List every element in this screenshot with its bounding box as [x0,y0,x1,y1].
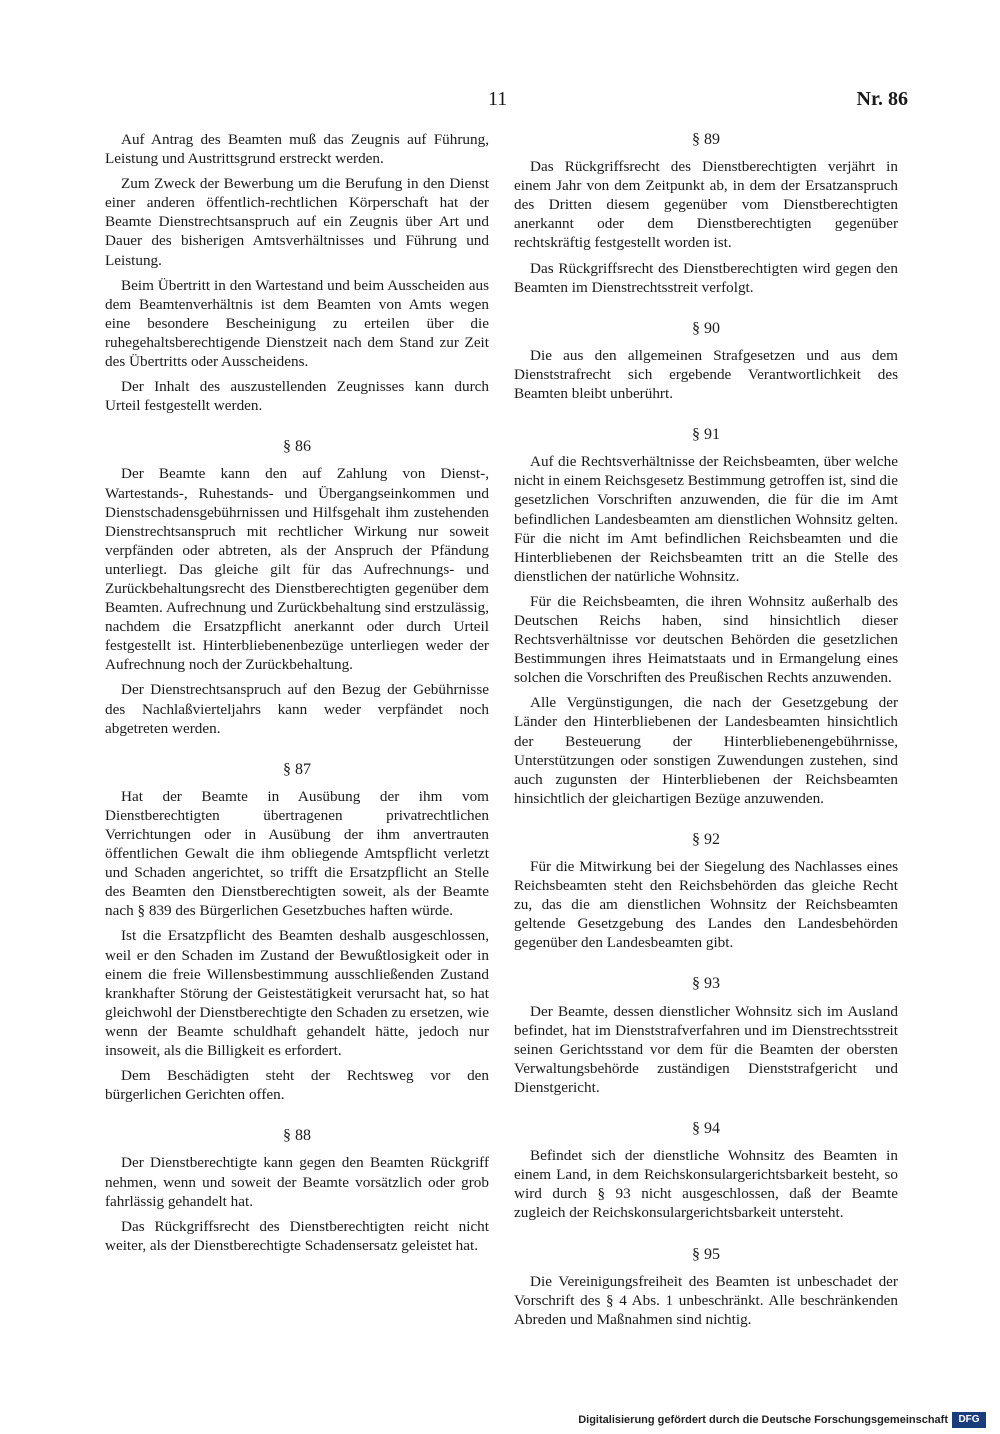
page-header [108,88,908,118]
paragraph: Der Beamte kann den auf Zahlung von Dienst-, Wartestands-, Ruhestands- und Übergangseinkommen und Dienstschadensgebührnissen und Hilfsgehalt ihm zustehenden Dienstrechtsanspruch mit rechtlicher Wirkung nur soweit verpfänden oder abtreten, als der Anspruch der Pfändung unterliegt. Das gleiche gilt für das Aufrechnungs- und Zurückbehaltungsrecht des Dienstberechtigten gegenüber dem Beamten. Aufrechnung und Zurückbehaltung sind erstzulässig, nachdem die Ersatzpflicht anerkannt oder durch Urteil festgestellt ist. Hinterbliebenenbezüge unterliegen weder der Aufrechnung noch der Zurückbehaltung. [105,465,489,674]
paragraph: Das Rückgriffsrecht des Dienstberechtigten wird gegen den Beamten im Dienstrechtsstreit verfolgt. [514,259,898,296]
page-number: 11 [488,88,508,110]
paragraph: Der Dienstrechtsanspruch auf den Bezug der Gebührnisse des Nachlaßvierteljahrs kann weder verpfändet noch abgetreten werden. [105,681,489,737]
digitization-credit: Digitalisierung gefördert durch die Deutsche Forschungsgemeinschaft [578,1414,948,1426]
paragraph: Befindet sich der dienstliche Wohnsitz des Beamten in einem Land, in dem Reichskonsulargerichtsbarkeit besteht, so wird durch § 93 nicht ausgeschlossen, daß der Beamte zugleich der Reichskonsulargerichtsbarkeit untersteht. [514,1147,898,1222]
paragraph: Auf Antrag des Beamten muß das Zeugnis auf Führung, Leistung und Austrittsgrund erstreckt werden. [105,131,489,168]
paragraph: Ist die Ersatzpflicht des Beamten deshalb ausgeschlossen, weil er den Schaden im Zustand der Bewußtlosigkeit oder in einem die freie Willensbestimmung ausschließenden Zustand krankhafter Störung der Geistestätigkeit verursacht hat, so hat gleichwohl der Dienstberechtigte den Schaden zu ersetzen, wie wenn der Beamte schuldhaft gehandelt hätte, jedoch nur insoweit, als die Billigkeit es erfordert. [105,927,489,1060]
left-column [105,130,489,1261]
dfg-logo: DFG [952,1412,986,1428]
section-heading-92: § 92 [692,830,720,848]
section-heading-87: § 87 [283,760,311,778]
section-heading-90: § 90 [692,319,720,337]
paragraph: Dem Beschädigten steht der Rechtsweg vor den bürgerlichen Gerichten offen. [105,1067,489,1104]
section-heading-88: § 88 [283,1127,311,1145]
paragraph: Für die Reichsbeamten, die ihren Wohnsitz außerhalb des Deutschen Reichs haben, sind hinsichtlich dieser Rechtsverhältnisse vor deutschen Behörden die gesetzlichen Bestimmungen ihres Heimatstaats und in Ermangelung eines solchen die Vorschriften des Preußischen Rechts anzuwenden. [514,592,898,687]
paragraph: Alle Vergünstigungen, die nach der Gesetzgebung der Länder den Hinterbliebenen der Landesbeamten hinsichtlich der Besteuerung der Hinterbliebenengebührnisse, Unterstützungen oder sonstigen Zuwendungen zustehen, sind auch zugunsten der Hinterbliebenen der Reichsbeamten hinsichtlich der gleichartigen Bezüge anzuwenden. [514,694,898,807]
paragraph: Das Rückgriffsrecht des Dienstberechtigten verjährt in einem Jahr von dem Zeitpunkt ab, in dem der Ersatzanspruch des Dritten diesem gegenüber vom Dienstberechtigten anerkannt oder dem Dienstberechtigten gegenüber rechtskräftig festgestellt worden ist. [514,158,898,252]
section-heading-86: § 86 [283,438,311,456]
section-heading-91: § 91 [692,426,720,444]
paragraph: Für die Mitwirkung bei der Siegelung des Nachlasses eines Reichsbeamten steht den Reichsbehörden das gleiche Recht zu, das die am dienstlichen Wohnsitz der Reichsbeamten geltende Gesetzgebung des Landes den Landesbehörden gegenüber den Landesbeamten gibt. [514,858,898,952]
paragraph: Beim Übertritt in den Wartestand und beim Ausscheiden aus dem Beamtenverhältnis ist dem Beamten von Amts wegen eine besondere Bescheinigung zu erteilen über die ruhegehaltsberechtigende Dienstzeit nach dem Stand zur Zeit des Übertritts oder Ausscheidens. [105,276,489,371]
paragraph: Der Inhalt des auszustellenden Zeugnisses kann durch Urteil festgestellt werden. [105,378,489,415]
paragraph: Das Rückgriffsrecht des Dienstberechtigten reicht nicht weiter, als der Dienstberechtigte Schadensersatz geleistet hat. [105,1217,489,1254]
paragraph: Der Beamte, dessen dienstlicher Wohnsitz sich im Ausland befindet, hat im Dienststrafverfahren und im Dienstrechtsstreit seinen Gerichtsstand vor dem für die Beamten der obersten Verwaltungsbehörde zuständigen Dienststrafgericht und Dienstgericht. [514,1002,898,1096]
paragraph: Die aus den allgemeinen Strafgesetzen und aus dem Dienststrafrecht sich ergebende Verantwortlichkeit des Beamten bleibt unberührt. [514,346,898,403]
paragraph: Der Dienstberechtigte kann gegen den Beamten Rückgriff nehmen, wenn und soweit der Beamte vorsätzlich oder grob fahrlässig gehandelt hat. [105,1154,489,1210]
section-heading-93: § 93 [692,975,720,993]
paragraph: Die Vereinigungsfreiheit des Beamten ist unbeschadet der Vorschrift des § 4 Abs. 1 unbeschränkt. Alle beschränkenden Abreden und Maßnahmen sind nichtig. [514,1272,898,1328]
paragraph: Auf die Rechtsverhältnisse der Reichsbeamten, über welche nicht in einem Reichsgesetz Bestimmung getroffen ist, sind die gesetzlichen Vorschriften anzuwenden, die für die im Amt befindlichen Landesbeamten am dienstlichen Wohnsitz gelten. Für die nicht im Amt befindlichen Reichsbeamten und die Hinterbliebenen der Reichsbeamten tritt an die Stelle des dienstlichen der natürliche Wohnsitz. [514,453,898,585]
section-heading-94: § 94 [692,1120,720,1138]
paragraph: Hat der Beamte in Ausübung der ihm vom Dienstberechtigten übertragenen privatrechtlichen Verrichtungen oder in Ausübung der ihm anvertrauten öffentlichen Gewalt die ihm obliegende Amtspflicht verletzt und Schaden angerichtet, so trifft die Ersatzpflicht an Stelle des Beamten den Dienstberechtigten soweit, als der Beamte nach § 839 des Bürgerlichen Gesetzbuches haften würde. [105,787,489,920]
paragraph: Zum Zweck der Bewerbung um die Berufung in den Dienst einer anderen öffentlich-rechtlichen Körperschaft hat der Beamte Dienstrechtsanspruch auf ein Zeugnis über Art und Dauer des bisherigen Amtsverhältnisses und Führung und Leistung. [105,175,489,269]
right-column [514,130,898,1335]
section-heading-89: § 89 [692,131,720,148]
issue-number: Nr. 86 [856,88,908,110]
section-heading-95: § 95 [692,1245,720,1263]
